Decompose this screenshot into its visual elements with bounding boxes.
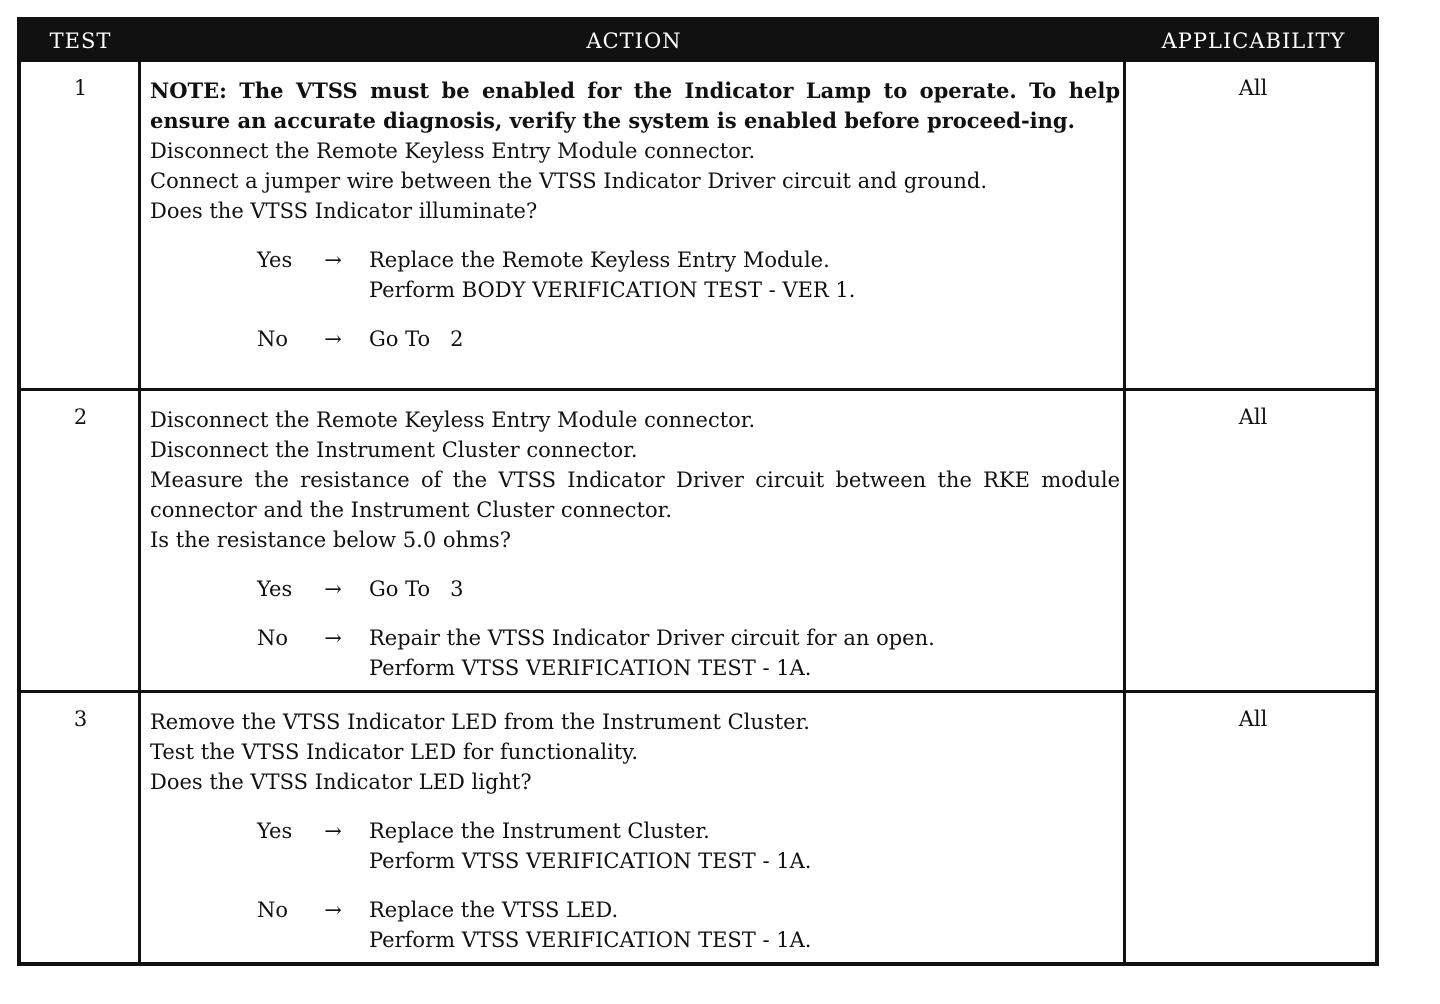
step-text: Measure the resistance of the VTSS Indicator Driver circuit between the RKE module connector and the Instrument Cluster connector. xyxy=(150,468,1120,522)
answer-line: Perform VTSS VERIFICATION TEST - 1A. xyxy=(369,928,812,952)
answer-line: Replace the Instrument Cluster. xyxy=(369,819,710,843)
action-cell xyxy=(150,707,1120,974)
answer-yes xyxy=(150,816,1120,876)
step-text: Disconnect the Remote Keyless Entry Module connector. xyxy=(150,408,756,432)
answer-label: No xyxy=(257,898,289,922)
test-number: 1 xyxy=(73,76,88,100)
answer-label: Yes xyxy=(257,248,293,272)
test-number: 3 xyxy=(73,707,88,731)
answers xyxy=(150,245,1120,354)
action-cell xyxy=(150,405,1120,702)
answer-text xyxy=(369,574,1120,604)
table-row xyxy=(21,693,1375,962)
answer-text xyxy=(369,623,1120,683)
step-text: Remove the VTSS Indicator LED from the Instrument Cluster. xyxy=(150,710,810,734)
answer-line: Replace the Remote Keyless Entry Module. xyxy=(369,248,830,272)
answers xyxy=(150,816,1120,955)
answer-no xyxy=(150,895,1120,955)
answer-line: Replace the VTSS LED. xyxy=(369,898,619,922)
answer-yes xyxy=(150,245,1120,305)
answer-label: Yes xyxy=(257,819,293,843)
answer-yes xyxy=(150,574,1120,604)
answer-text xyxy=(369,324,1120,354)
answer-line: Go To 2 xyxy=(369,327,464,351)
arrow-icon: → xyxy=(324,898,342,922)
applicability-value: All xyxy=(1238,707,1268,731)
answer-text xyxy=(369,245,1120,305)
step-text: Disconnect the Instrument Cluster connector. xyxy=(150,438,638,462)
answer-line: Perform BODY VERIFICATION TEST - VER 1. xyxy=(369,278,856,302)
step-text: Does the VTSS Indicator LED light? xyxy=(150,770,532,794)
step-text: Disconnect the Remote Keyless Entry Module connector. xyxy=(150,139,756,163)
arrow-icon: → xyxy=(324,248,342,272)
answer-line: Go To 3 xyxy=(369,577,464,601)
table-row xyxy=(21,391,1375,690)
answer-label: No xyxy=(257,626,289,650)
applicability-value: All xyxy=(1238,76,1268,100)
note-text: NOTE: The VTSS must be enabled for the Indicator Lamp to operate. To help ensure an accurate diagnosis, verify the system is enabled before proceed-ing. xyxy=(150,78,1120,133)
diagnostic-table xyxy=(17,17,1379,966)
answer-no xyxy=(150,623,1120,683)
answer-line: Perform VTSS VERIFICATION TEST - 1A. xyxy=(369,656,812,680)
header-action: ACTION xyxy=(586,29,682,53)
arrow-icon: → xyxy=(324,819,342,843)
answer-label: Yes xyxy=(257,577,293,601)
test-number: 2 xyxy=(73,405,88,429)
answer-no xyxy=(150,324,1120,354)
answer-text xyxy=(369,895,1120,955)
answer-text xyxy=(369,816,1120,876)
arrow-icon: → xyxy=(324,626,342,650)
header-applicability: APPLICABILITY xyxy=(1161,29,1346,53)
step-text: Connect a jumper wire between the VTSS Indicator Driver circuit and ground. xyxy=(150,169,988,193)
answer-line: Perform VTSS VERIFICATION TEST - 1A. xyxy=(369,849,812,873)
action-cell xyxy=(150,76,1120,373)
table-row xyxy=(21,62,1375,388)
header-test: TEST xyxy=(49,29,112,53)
applicability-value: All xyxy=(1238,405,1268,429)
table-header xyxy=(21,21,1375,62)
answer-line: Repair the VTSS Indicator Driver circuit for an open. xyxy=(369,626,935,650)
arrow-icon: → xyxy=(324,577,342,601)
answers xyxy=(150,574,1120,683)
step-text: Is the resistance below 5.0 ohms? xyxy=(150,528,511,552)
arrow-icon: → xyxy=(324,327,342,351)
step-text: Does the VTSS Indicator illuminate? xyxy=(150,199,538,223)
step-text: Test the VTSS Indicator LED for functionality. xyxy=(150,740,639,764)
answer-label: No xyxy=(257,327,289,351)
